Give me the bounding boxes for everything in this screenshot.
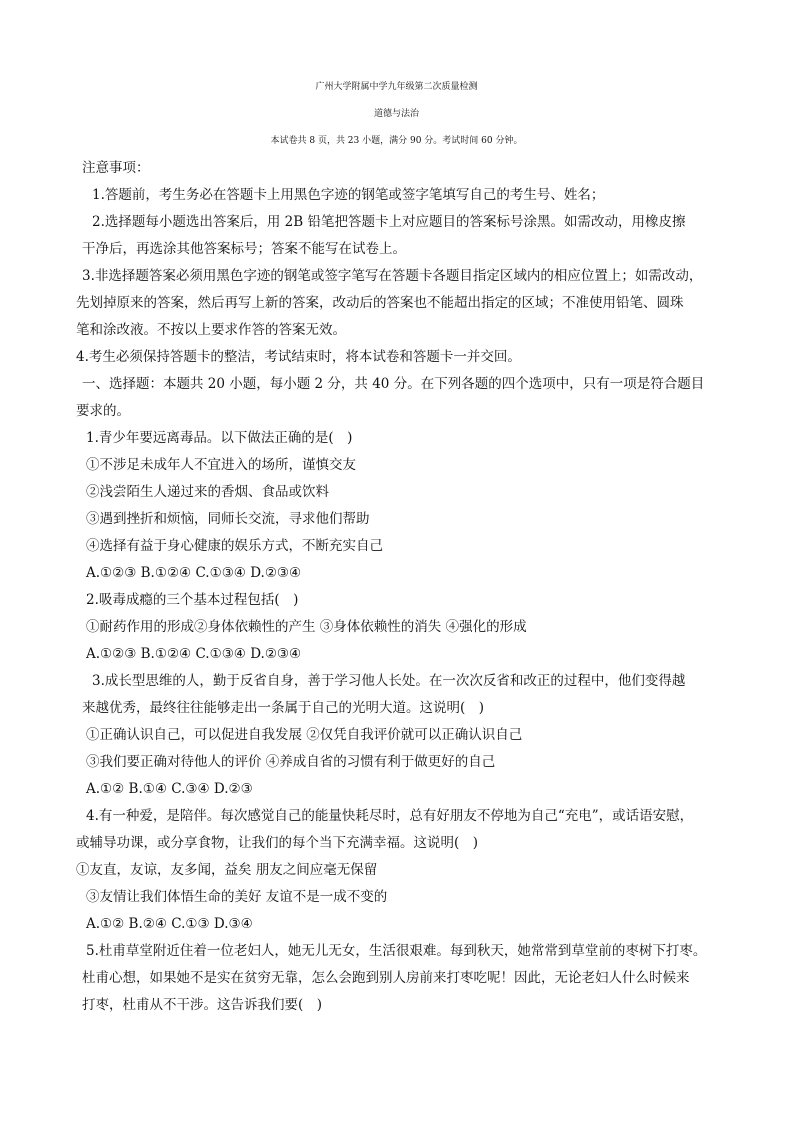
note-line: 3.非选择题答案必须用黑色字迹的钢笔或签字笔写在答题卡各题目指定区域内的相应位置上；如需改动， [82,268,703,284]
notes-heading: 注意事项： [82,160,150,176]
question-options: A.①② B.②④ C.①③ D.③④ [86,916,253,932]
note-line: 干净后，再选涂其他答案标号；答案不能写在试卷上。 [82,241,406,257]
question-line: 杜甫心想，如果她不是实在贫穷无靠，怎么会跑到别人房前来打枣吃呢！因此，无论老妇人什么时候来 [82,970,690,986]
question-stem: 3.成长型思维的人，勤于反省自身，善于学习他人长处。在一次次反省和改正的过程中，他们变得越 [92,673,686,689]
question-line: ①耐药作用的形成②身体依赖性的产生 ③身体依赖性的消失 ④强化的形成 [86,619,527,635]
question-line: ①友直，友谅，友多闻，益矣 朋友之间应毫无保留 [76,862,378,878]
question-line: ③友情让我们体悟生命的美好 友谊不是一成不变的 [86,889,388,905]
note-line: 笔和涂改液。不按以上要求作答的答案无效。 [76,322,346,338]
exam-subject: 道德与法治 [373,109,419,119]
question-options: A.①②③ B.①②④ C.①③④ D.②③④ [86,565,302,581]
section-heading-cont: 要求的。 [76,403,130,419]
question-line: 或辅导功课，或分享食物，让我们的每个当下充满幸福。这说明( ) [76,835,479,851]
question-stem: 1.青少年要远离毒品。以下做法正确的是( ) [86,430,353,446]
question-line: ①正确认识自己，可以促进自我发展 ②仅凭自我评价就可以正确认识自己 [86,727,523,743]
question-line: ①不涉足未成年人不宜进入的场所，谨慎交友 [86,457,356,473]
exam-title: 广州大学附属中学九年级第二次质量检测 [315,82,478,92]
note-line: 2.选择题每小题选出答案后，用 2B 铅笔把答题卡上对应题目的答案标号涂黑。如需改动，用橡皮擦 [92,214,686,230]
question-line: 打枣，杜甫从不干涉。这告诉我们要( ) [82,997,323,1013]
question-line: ④选择有益于身心健康的娱乐方式，不断充实自己 [86,538,383,554]
note-line: 先划掉原来的答案，然后再写上新的答案，改动后的答案也不能超出指定的区域；不准使用铅笔、圆珠 [76,295,684,311]
question-line: ②浅尝陌生人递过来的香烟、食品或饮料 [86,484,329,500]
note-line: 4.考生必须保持答题卡的整洁，考试结束时，将本试卷和答题卡一并交回。 [76,349,521,365]
note-line: 1.答题前，考生务必在答题卡上用黑色字迹的钢笔或签字笔填写自己的考生号、姓名； [92,187,605,203]
question-line: ③我们要正确对待他人的评价 ④养成自省的习惯有利于做更好的自己 [86,754,496,770]
question-stem: 5.杜甫草堂附近住着一位老妇人，她无儿无女，生活很艰难。每到秋天，她常常到草堂前的枣树下打枣。 [86,943,707,959]
question-options: A.①②③ B.①②④ C.①③④ D.②③④ [86,646,302,662]
question-line: ③遇到挫折和烦恼，同师长交流，寻求他们帮助 [86,511,370,527]
question-stem: 4.有一种爱，是陪伴。每次感觉自己的能量快耗尽时，总有好朋友不停地为自己“充电”，或话语安慰， [86,808,694,824]
exam-info: 本试卷共 8 页，共 23 小题，满分 90 分。考试时间 60 分钟。 [270,136,523,146]
section-heading: 一、选择题：本题共 20 小题，每小题 2 分，共 40 分。在下列各题的四个选项中，只有一项是符合题目 [82,376,705,392]
question-options: A.①② B.①④ C.③④ D.②③ [86,781,253,797]
question-line: 来越优秀，最终往往能够走出一条属于自己的光明大道。这说明( ) [82,700,485,716]
question-stem: 2.吸毒成瘾的三个基本过程包括( ) [86,592,299,608]
